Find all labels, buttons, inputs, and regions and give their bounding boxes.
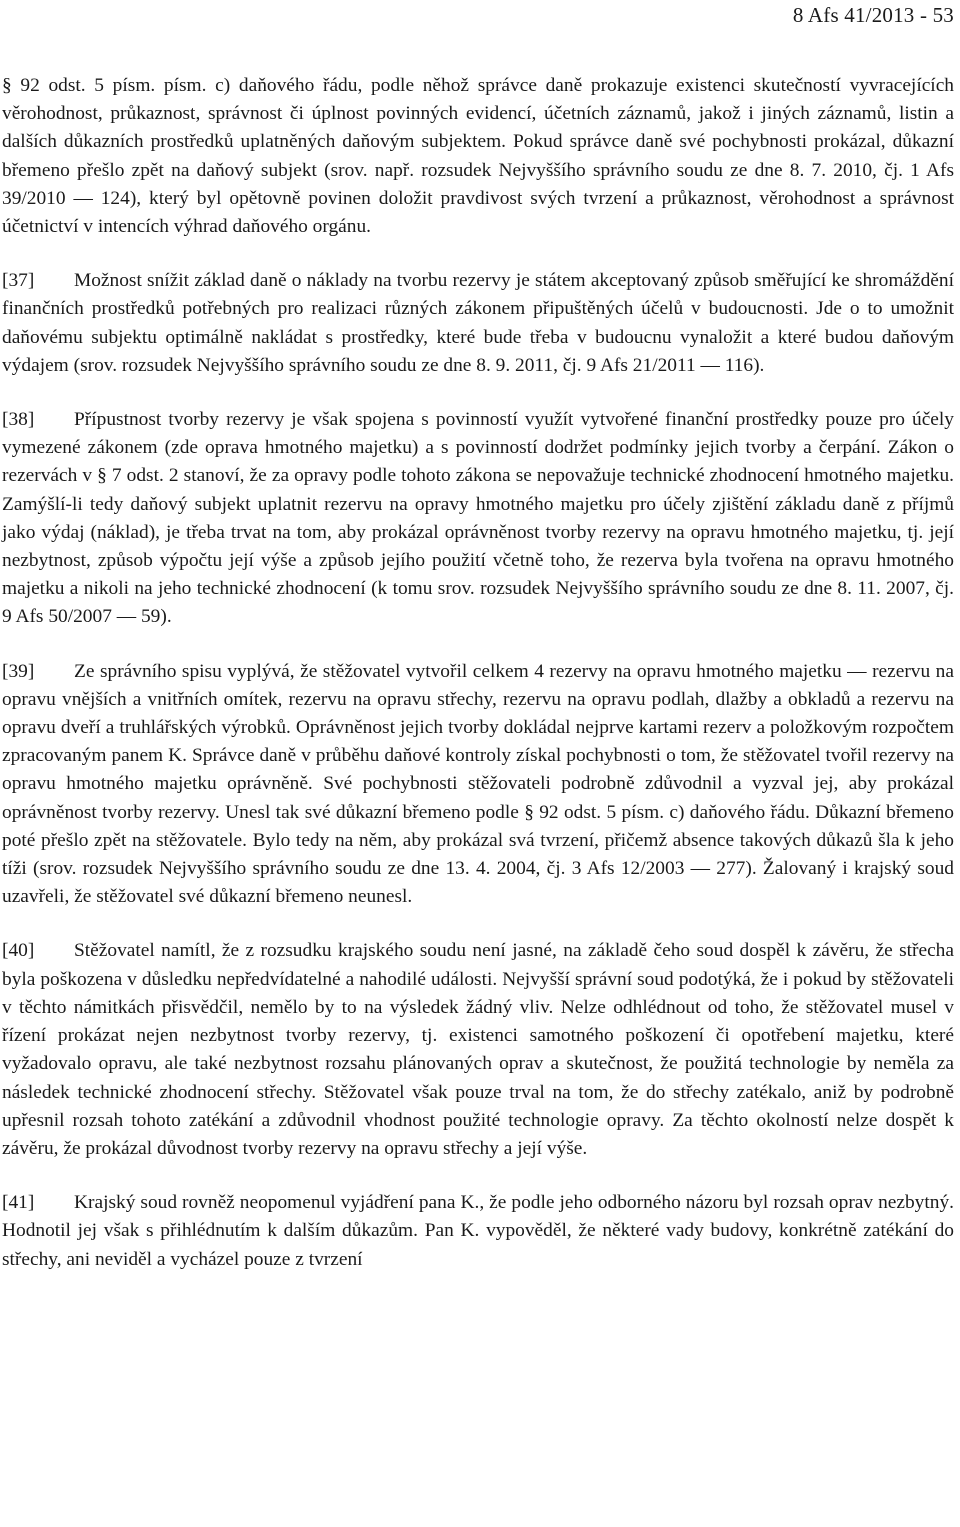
- paragraph-text: Přípustnost tvorby rezervy je však spojena s povinností využít vytvořené finanční prostředky pouze pro účely vymezené zákonem (zde oprava hmotného majetku) a s povinností dodržet podmínky jejich tvorby a čerpání. Zákon o rezervách v § 7 odst. 2 stanoví, že za opravy podle tohoto zákona se nepovažuje technické zhodnocení hmotného majetku. Zamýšlí-li tedy daňový subjekt uplatnit rezervu na opravy hmotného majetku pro účely zjištění základu daně z příjmů jako výdaj (náklad), je třeba trvat na tom, aby prokázal oprávněnost tvorby rezervy na opravu hmotného majetku, tj. její nezbytnost, způsob výpočtu její výše a způsob jejího použití včetně toho, že rezerva byla tvořena na opravu hmotného majetku a nikoli na jeho technické zhodnocení (k tomu srov. rozsudek Nejvyššího správního soudu ze dne 8. 11. 2007, čj. 9 Afs 50/2007 — 59).: [2, 409, 954, 628]
- paragraph-number: [37]: [2, 270, 35, 292]
- paragraph-number: [39]: [2, 660, 35, 682]
- paragraph-number: [41]: [2, 1192, 35, 1214]
- paragraph-40: [2, 937, 954, 1163]
- paragraph-text: Možnost snížit základ daně o náklady na tvorbu rezervy je státem akceptovaný způsob směřující ke shromáždění finančních prostředků potřebných pro realizaci různých zákonem připuštěných účelů v budoucnosti. Jde o to umožnit daňovému subjektu optimálně nakládat s prostředky, které bude třeba v budoucnu vynaložit a které budou daňovým výdajem (srov. rozsudek Nejvyššího správního soudu ze dne 8. 9. 2011, čj. 9 Afs 21/2011 — 116).: [2, 270, 954, 376]
- paragraph-continuation: [2, 72, 954, 241]
- paragraph-number: [40]: [2, 940, 35, 962]
- case-number-header: 8 Afs 41/2013 - 53: [792, 3, 954, 27]
- paragraph-37: [2, 267, 954, 380]
- paragraph-number: [38]: [2, 409, 35, 431]
- paragraph-text: § 92 odst. 5 písm. písm. c) daňového řádu, podle něhož správce daně prokazuje existenci skutečností vyvracejících věrohodnost, průkaznost, správnost či úplnost povinných evidencí, účetních záznamů, jakož i jiných záznamů, listin a dalších důkazních prostředků uplatněných daňovým subjektem. Pokud správce daně své pochybnosti prokázal, důkazní břemeno přešlo zpět na daňový subjekt (srov. např. rozsudek Nejvyššího správního soudu ze dne 8. 7. 2010, čj. 1 Afs 39/2010 — 124), který byl opětovně povinen doložit pravdivost svých tvrzení a průkaznost, věrohodnost a správnost účetnictví v intencích výhrad daňového orgánu.: [2, 75, 954, 238]
- paragraph-text: Ze správního spisu vyplývá, že stěžovatel vytvořil celkem 4 rezervy na opravu hmotného majetku — rezervu na opravu vnějších a vnitřních omítek, rezervu na opravu střechy, rezervu na opravu podlah, dlažby a obkladů a rezervu na opravu dveří a truhlářských výrobků. Oprávněnost jejich tvorby dokládal nejprve kartami rezerv a položkovým rozpočtem zpracovaným panem K. Správce daně v průběhu daňové kontroly získal pochybnosti o tom, že stěžovatel tvořil rezervy na opravu hmotného majetku oprávněně. Své pochybnosti stěžovateli podrobně zdůvodnil a vyzval jej, aby prokázal oprávněnost tvorby rezervy. Unesl tak své důkazní břemeno podle § 92 odst. 5 písm. c) daňového řádu. Důkazní břemeno poté přešlo zpět na stěžovatele. Bylo tedy na něm, aby prokázal svá tvrzení, přičemž absence takových důkazů šla k jeho tíži (srov. rozsudek Nejvyššího správního soudu ze dne 13. 4. 2004, čj. 3 Afs 12/2003 — 277). Žalovaný i krajský soud uzavřeli, že stěžovatel své důkazní břemeno neunesl.: [2, 660, 954, 908]
- paragraph-41: [2, 1189, 954, 1274]
- paragraph-38: [2, 406, 954, 632]
- paragraph-39: [2, 658, 954, 912]
- document-body: [2, 72, 954, 1274]
- paragraph-text: Krajský soud rovněž neopomenul vyjádření pana K., že podle jeho odborného názoru byl rozsah oprav nezbytný. Hodnotil jej však s přihlédnutím k dalším důkazům. Pan K. vypověděl, že některé vady budovy, konkrétně zatékání do střechy, ani neviděl a vycházel pouze z tvrzení: [2, 1192, 954, 1270]
- paragraph-text: Stěžovatel namítl, že z rozsudku krajského soudu není jasné, na základě čeho soud dospěl k závěru, že střecha byla poškozena v důsledku nepředvídatelné a nahodilé události. Nejvyšší správní soud podotýká, že i pokud by stěžovateli v těchto námitkách přisvědčil, nemělo by to na výsledek žádný vliv. Nelze odhlédnout od toho, že stěžovatel musel v řízení prokázat nejen nezbytnost tvorby rezervy, tj. existenci samotného poškození či opotřebení majetku, které vyžadovalo opravu, ale také nezbytnost rozsahu plánovaných oprav a skutečnost, že použitá technologie by neměla za následek technické zhodnocení střechy. Stěžovatel však pouze trval na tom, že do střechy zatékalo, aniž by podrobně upřesnil rozsah tohoto zatékání a zdůvodnil vhodnost použité technologie opravy. Za těchto okolností nelze dospět k závěru, že prokázal důvodnost tvorby rezervy na opravu střechy a její výše.: [2, 940, 954, 1159]
